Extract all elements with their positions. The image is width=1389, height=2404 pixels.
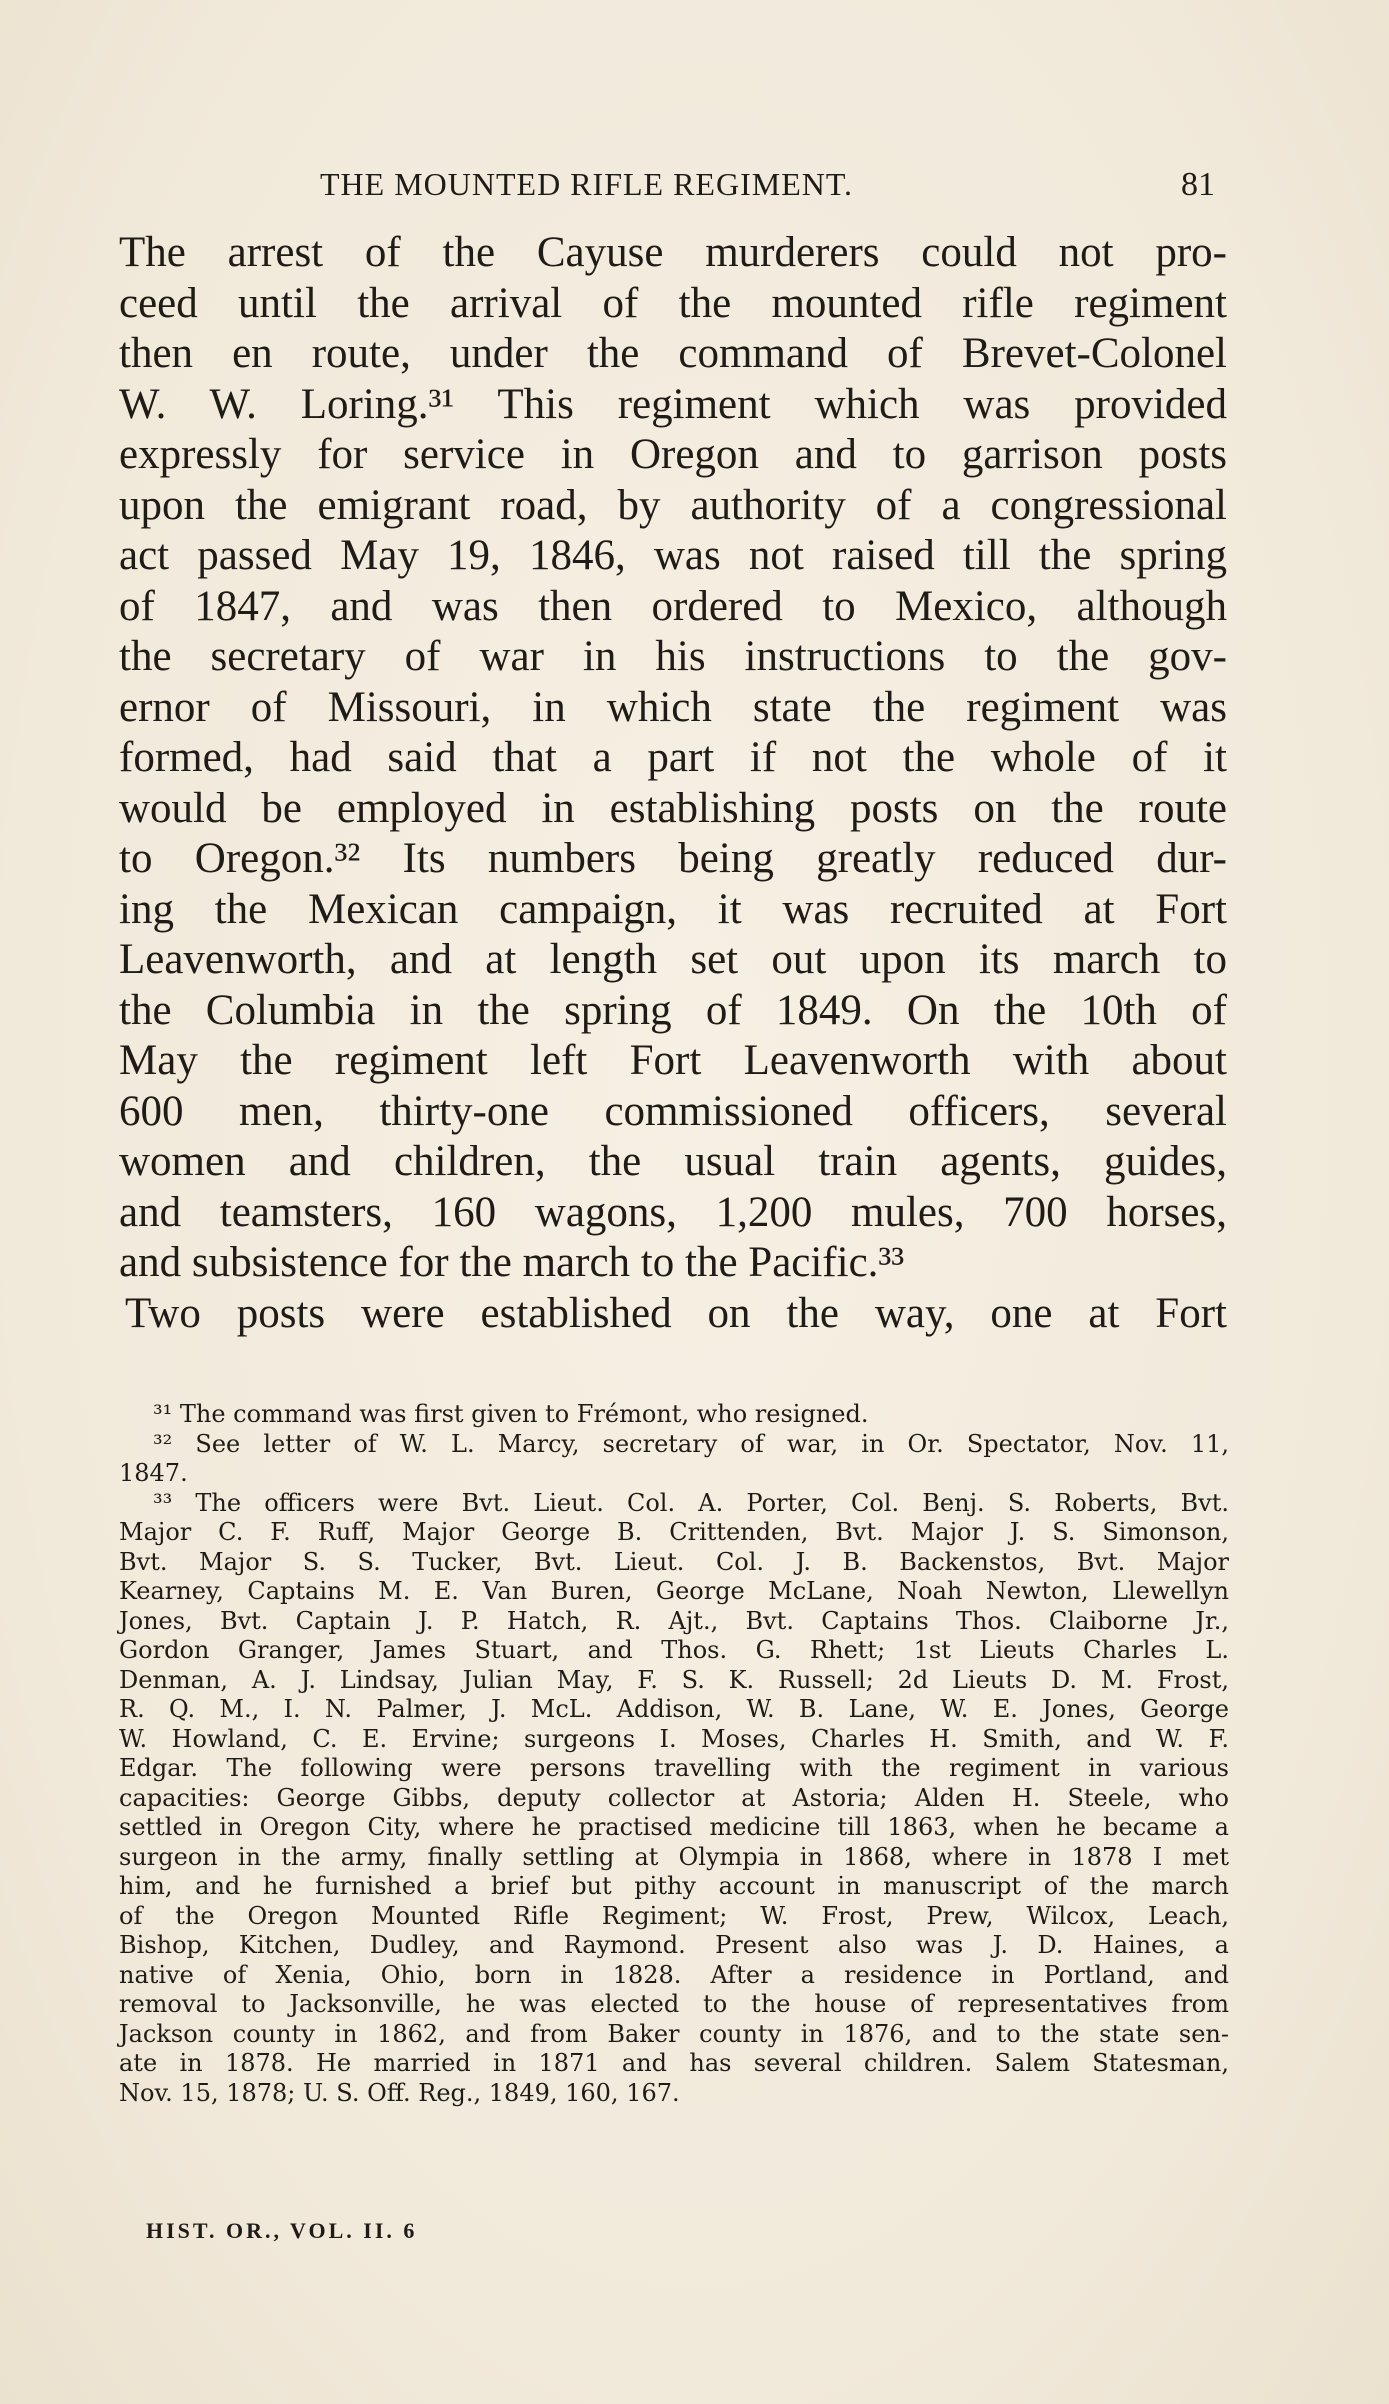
body-line: ceed until the arrival of the mounted rifle regiment [119, 279, 1227, 327]
body-line: would be employed in establishing posts on the route [119, 784, 1227, 832]
footnote-line: R. Q. M., I. N. Palmer, J. McL. Addison, W. B. Lane, W. E. Jones, George [119, 1695, 1229, 1723]
footnote-line: Jones, Bvt. Captain J. P. Hatch, R. Ajt., Bvt. Captains Thos. Claiborne Jr., [119, 1606, 1229, 1635]
body-line: Leavenworth, and at length set out upon its march to [119, 936, 1227, 983]
footnote-line: him, and he furnished a brief but pithy account in manuscript of the march [119, 1872, 1229, 1900]
footnotes [119, 1400, 1229, 2108]
footnote-line: Denman, A. J. Lindsay, Julian May, F. S. K. Russell; 2d Lieuts D. M. Frost, [119, 1665, 1229, 1694]
footnote-line: capacities: George Gibbs, deputy collector at Astoria; Alden H. Steele, who [119, 1783, 1229, 1812]
footnote-line: Bvt. Major S. S. Tucker, Bvt. Lieut. Col. J. B. Backenstos, Bvt. Major [119, 1547, 1229, 1576]
footnote-line: Edgar. The following were persons travelling with the regiment in various [119, 1754, 1229, 1782]
body-line: the Columbia in the spring of 1849. On the 10th of [119, 986, 1227, 1034]
body-line: and subsistence for the march to the Pacific.³³ [119, 1239, 905, 1286]
signature-mark: HIST. OR., VOL. II. 6 [146, 2218, 418, 2243]
footnote-line: ³¹ The command was first given to Frémont, who resigned. [153, 1400, 869, 1428]
footnote-line: native of Xenia, Ohio, born in 1828. After a residence in Portland, and [119, 1960, 1229, 1989]
body-line: ernor of Missouri, in which state the regiment was [119, 683, 1227, 731]
running-title: THE MOUNTED RIFLE REGIMENT. [320, 166, 854, 202]
body-line: and teamsters, 160 wagons, 1,200 mules, 700 horses, [119, 1188, 1227, 1236]
page-number: 81 [1181, 166, 1215, 203]
body-line: act passed May 19, 1846, was not raised till the spring [119, 532, 1227, 579]
footnote-line: 1847. [119, 1459, 188, 1487]
body-line: upon the emigrant road, by authority of a congressional [119, 481, 1227, 529]
body-line: the secretary of war in his instructions to the gov- [119, 633, 1227, 680]
footnote-line: Jackson county in 1862, and from Baker county in 1876, and to the state sen- [119, 2019, 1229, 2048]
footnote-line: surgeon in the army, finally settling at Olympia in 1868, where in 1878 I met [119, 1842, 1229, 1871]
footnote-line: removal to Jacksonville, he was elected to the house of representatives from [119, 1990, 1229, 2018]
body-line: to Oregon.³² Its numbers being greatly reduced dur- [119, 835, 1227, 882]
footnote-line: ³³ The officers were Bvt. Lieut. Col. A. Porter, Col. Benj. S. Roberts, Bvt. [153, 1488, 1229, 1517]
body-line: The arrest of the Cayuse murderers could not pro- [119, 229, 1227, 276]
footnote-line: ³² See letter of W. L. Marcy, secretary of war, in Or. Spectator, Nov. 11, [153, 1429, 1229, 1458]
footnote-line: Gordon Granger, James Stuart, and Thos. G. Rhett; 1st Lieuts Charles L. [119, 1636, 1229, 1664]
body-line: May the regiment left Fort Leavenworth with about [119, 1037, 1227, 1084]
body-line: then en route, under the command of Brevet-Colonel [119, 330, 1227, 377]
running-head [120, 160, 1215, 208]
footnote-line: Major C. F. Ruff, Major George B. Crittenden, Bvt. Major J. S. Simonson, [119, 1518, 1229, 1546]
body-line: of 1847, and was then ordered to Mexico, although [119, 582, 1227, 630]
footnote-line: ate in 1878. He married in 1871 and has several children. Salem Statesman, [119, 2049, 1229, 2077]
body-line: expressly for service in Oregon and to garrison posts [119, 431, 1227, 478]
body-line: W. W. Loring.³¹ This regiment which was provided [119, 380, 1227, 428]
body-line: 600 men, thirty-one commissioned officers, several [119, 1087, 1227, 1135]
footnote-line: Kearney, Captains M. E. Van Buren, George McLane, Noah Newton, Llewellyn [119, 1577, 1229, 1605]
body-line: women and children, the usual train agents, guides, [119, 1138, 1227, 1185]
footnote-line: Nov. 15, 1878; U. S. Off. Reg., 1849, 160, 167. [119, 2078, 680, 2107]
body-line: ing the Mexican campaign, it was recruited at Fort [119, 885, 1227, 933]
footnote-line: settled in Oregon City, where he practised medicine till 1863, when he became a [119, 1813, 1229, 1841]
body-line: formed, had said that a part if not the whole of it [119, 734, 1227, 781]
footnote-line: Bishop, Kitchen, Dudley, and Raymond. Present also was J. D. Haines, a [119, 1931, 1229, 1959]
body-line: Two posts were established on the way, one at Fort [125, 1289, 1227, 1337]
footnote-line: W. Howland, C. E. Ervine; surgeons I. Moses, Charles H. Smith, and W. F. [119, 1724, 1229, 1753]
footnote-line: of the Oregon Mounted Rifle Regiment; W. Frost, Prew, Wilcox, Leach, [119, 1901, 1229, 1930]
body-text [119, 228, 1227, 1339]
